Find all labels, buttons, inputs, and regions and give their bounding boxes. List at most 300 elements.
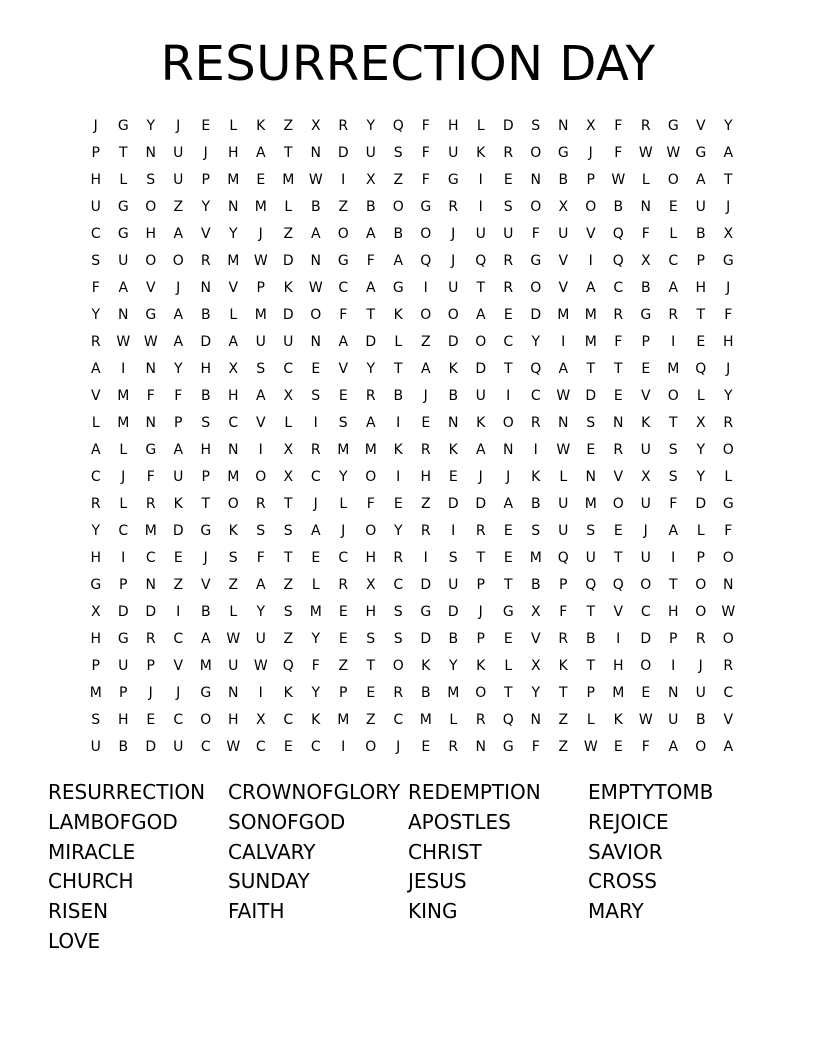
- grid-cell[interactable]: S: [256, 361, 266, 377]
- grid-cell[interactable]: R: [503, 280, 514, 296]
- grid-cell[interactable]: N: [613, 415, 624, 431]
- grid-cell[interactable]: I: [478, 199, 483, 215]
- grid-cell[interactable]: I: [121, 550, 126, 566]
- grid-cell[interactable]: R: [475, 712, 486, 728]
- grid-cell[interactable]: M: [447, 685, 460, 701]
- grid-cell[interactable]: A: [200, 631, 211, 647]
- grid-cell[interactable]: R: [448, 739, 459, 755]
- grid-cell[interactable]: V: [173, 658, 184, 674]
- grid-cell[interactable]: S: [668, 442, 678, 458]
- grid-cell[interactable]: N: [668, 685, 679, 701]
- grid-cell[interactable]: S: [228, 550, 238, 566]
- grid-cell[interactable]: N: [310, 334, 321, 350]
- grid-cell[interactable]: D: [585, 388, 597, 404]
- grid-cell[interactable]: O: [420, 307, 432, 323]
- grid-cell[interactable]: P: [91, 145, 100, 161]
- grid-cell[interactable]: S: [91, 712, 101, 728]
- grid-cell[interactable]: X: [283, 469, 294, 485]
- grid-cell[interactable]: Q: [475, 253, 487, 269]
- grid-cell[interactable]: A: [255, 577, 266, 593]
- grid-cell[interactable]: T: [586, 604, 596, 620]
- grid-cell[interactable]: R: [310, 442, 321, 458]
- grid-cell[interactable]: H: [117, 712, 129, 728]
- grid-cell[interactable]: A: [723, 739, 734, 755]
- grid-cell[interactable]: B: [393, 226, 404, 242]
- grid-cell[interactable]: L: [119, 442, 128, 458]
- grid-cell[interactable]: W: [556, 442, 571, 458]
- grid-cell[interactable]: S: [256, 523, 266, 539]
- grid-cell[interactable]: O: [502, 415, 514, 431]
- grid-cell[interactable]: U: [448, 145, 459, 161]
- grid-cell[interactable]: I: [121, 361, 126, 377]
- grid-cell[interactable]: O: [172, 253, 184, 269]
- grid-cell[interactable]: E: [311, 550, 321, 566]
- grid-cell[interactable]: N: [145, 361, 156, 377]
- grid-cell[interactable]: W: [143, 334, 158, 350]
- grid-cell[interactable]: P: [339, 685, 348, 701]
- grid-cell[interactable]: U: [255, 631, 266, 647]
- grid-cell[interactable]: X: [640, 469, 651, 485]
- grid-cell[interactable]: M: [254, 199, 267, 215]
- grid-cell[interactable]: E: [311, 361, 321, 377]
- grid-cell[interactable]: V: [228, 280, 239, 296]
- grid-cell[interactable]: S: [668, 469, 678, 485]
- grid-cell[interactable]: J: [451, 253, 456, 269]
- grid-cell[interactable]: Y: [146, 118, 156, 134]
- grid-cell[interactable]: D: [475, 496, 487, 512]
- grid-cell[interactable]: J: [176, 685, 181, 701]
- grid-cell[interactable]: K: [393, 442, 403, 458]
- grid-cell[interactable]: N: [118, 307, 129, 323]
- grid-cell[interactable]: I: [451, 523, 456, 539]
- grid-cell[interactable]: U: [173, 145, 184, 161]
- grid-cell[interactable]: T: [283, 550, 293, 566]
- grid-cell[interactable]: P: [696, 253, 705, 269]
- grid-cell[interactable]: W: [226, 631, 241, 647]
- grid-cell[interactable]: H: [365, 604, 377, 620]
- grid-cell[interactable]: S: [586, 415, 596, 431]
- grid-cell[interactable]: K: [448, 361, 458, 377]
- grid-cell[interactable]: A: [90, 361, 101, 377]
- grid-cell[interactable]: V: [613, 469, 624, 485]
- grid-cell[interactable]: N: [310, 253, 321, 269]
- grid-cell[interactable]: L: [284, 199, 293, 215]
- grid-cell[interactable]: X: [640, 253, 651, 269]
- grid-cell[interactable]: N: [145, 415, 156, 431]
- grid-cell[interactable]: I: [258, 685, 263, 701]
- grid-cell[interactable]: N: [558, 415, 569, 431]
- grid-cell[interactable]: O: [392, 199, 404, 215]
- grid-cell[interactable]: J: [341, 523, 346, 539]
- grid-cell[interactable]: D: [420, 577, 432, 593]
- grid-cell[interactable]: Q: [612, 253, 624, 269]
- grid-cell[interactable]: Z: [283, 226, 294, 242]
- grid-cell[interactable]: R: [558, 631, 569, 647]
- grid-cell[interactable]: D: [172, 523, 184, 539]
- grid-cell[interactable]: A: [420, 361, 431, 377]
- grid-cell[interactable]: B: [695, 712, 706, 728]
- grid-cell[interactable]: C: [640, 604, 651, 620]
- grid-cell[interactable]: C: [173, 712, 184, 728]
- grid-cell[interactable]: Q: [585, 577, 597, 593]
- grid-cell[interactable]: E: [201, 118, 211, 134]
- grid-cell[interactable]: C: [393, 577, 404, 593]
- grid-cell[interactable]: J: [176, 280, 181, 296]
- grid-cell[interactable]: I: [588, 253, 593, 269]
- grid-cell[interactable]: E: [613, 388, 623, 404]
- grid-cell[interactable]: O: [530, 199, 542, 215]
- grid-cell[interactable]: W: [556, 388, 571, 404]
- grid-cell[interactable]: K: [421, 658, 431, 674]
- grid-cell[interactable]: B: [640, 280, 651, 296]
- grid-cell[interactable]: D: [282, 253, 294, 269]
- grid-cell[interactable]: J: [203, 145, 208, 161]
- grid-cell[interactable]: R: [503, 253, 514, 269]
- grid-cell[interactable]: Q: [282, 658, 294, 674]
- grid-cell[interactable]: L: [284, 415, 293, 431]
- grid-cell[interactable]: E: [448, 469, 458, 485]
- grid-cell[interactable]: N: [228, 199, 239, 215]
- grid-cell[interactable]: G: [667, 118, 679, 134]
- grid-cell[interactable]: T: [558, 685, 568, 701]
- grid-cell[interactable]: U: [448, 280, 459, 296]
- grid-cell[interactable]: C: [338, 280, 349, 296]
- grid-cell[interactable]: I: [533, 442, 538, 458]
- grid-cell[interactable]: R: [393, 550, 404, 566]
- grid-cell[interactable]: A: [365, 415, 376, 431]
- grid-cell[interactable]: N: [558, 118, 569, 134]
- grid-cell[interactable]: Y: [338, 469, 348, 485]
- grid-cell[interactable]: I: [396, 415, 401, 431]
- grid-cell[interactable]: F: [256, 550, 265, 566]
- grid-cell[interactable]: J: [313, 496, 318, 512]
- grid-cell[interactable]: J: [726, 361, 731, 377]
- grid-cell[interactable]: I: [478, 172, 483, 188]
- grid-cell[interactable]: Y: [366, 361, 376, 377]
- grid-cell[interactable]: M: [337, 712, 350, 728]
- grid-cell[interactable]: G: [200, 523, 212, 539]
- grid-cell[interactable]: P: [476, 577, 485, 593]
- grid-cell[interactable]: P: [641, 334, 650, 350]
- grid-cell[interactable]: D: [640, 631, 652, 647]
- grid-cell[interactable]: V: [200, 226, 211, 242]
- grid-cell[interactable]: Z: [338, 658, 349, 674]
- grid-cell[interactable]: S: [393, 145, 403, 161]
- grid-cell[interactable]: N: [503, 442, 514, 458]
- grid-cell[interactable]: C: [228, 415, 239, 431]
- grid-cell[interactable]: F: [641, 739, 650, 755]
- grid-cell[interactable]: F: [559, 604, 568, 620]
- grid-cell[interactable]: Y: [531, 334, 541, 350]
- grid-cell[interactable]: C: [503, 334, 514, 350]
- grid-cell[interactable]: W: [611, 172, 626, 188]
- grid-cell[interactable]: Q: [695, 361, 707, 377]
- grid-cell[interactable]: R: [448, 199, 459, 215]
- grid-cell[interactable]: O: [612, 496, 624, 512]
- grid-cell[interactable]: R: [420, 442, 431, 458]
- grid-cell[interactable]: F: [669, 496, 678, 512]
- grid-cell[interactable]: E: [586, 442, 596, 458]
- grid-cell[interactable]: J: [588, 145, 593, 161]
- grid-cell[interactable]: O: [392, 658, 404, 674]
- grid-cell[interactable]: R: [613, 307, 624, 323]
- grid-cell[interactable]: N: [200, 280, 211, 296]
- grid-cell[interactable]: V: [695, 118, 706, 134]
- grid-cell[interactable]: O: [640, 577, 652, 593]
- grid-cell[interactable]: U: [118, 253, 129, 269]
- grid-cell[interactable]: O: [310, 307, 322, 323]
- grid-cell[interactable]: V: [530, 631, 541, 647]
- grid-cell[interactable]: A: [118, 280, 129, 296]
- grid-cell[interactable]: V: [145, 280, 156, 296]
- grid-cell[interactable]: V: [613, 604, 624, 620]
- grid-cell[interactable]: D: [530, 307, 542, 323]
- grid-cell[interactable]: H: [90, 631, 102, 647]
- grid-cell[interactable]: M: [199, 658, 212, 674]
- grid-cell[interactable]: E: [421, 739, 431, 755]
- grid-cell[interactable]: S: [448, 550, 458, 566]
- grid-cell[interactable]: A: [475, 307, 486, 323]
- grid-cell[interactable]: T: [283, 145, 293, 161]
- grid-cell[interactable]: T: [503, 577, 513, 593]
- grid-cell[interactable]: L: [641, 172, 650, 188]
- grid-cell[interactable]: K: [448, 442, 458, 458]
- grid-cell[interactable]: F: [421, 145, 430, 161]
- grid-cell[interactable]: X: [530, 604, 541, 620]
- grid-cell[interactable]: R: [90, 334, 101, 350]
- grid-cell[interactable]: Z: [228, 577, 239, 593]
- grid-cell[interactable]: I: [423, 550, 428, 566]
- grid-cell[interactable]: A: [310, 523, 321, 539]
- grid-cell[interactable]: E: [173, 550, 183, 566]
- grid-cell[interactable]: D: [475, 361, 487, 377]
- grid-cell[interactable]: G: [420, 604, 432, 620]
- grid-cell[interactable]: J: [258, 226, 263, 242]
- grid-cell[interactable]: P: [669, 631, 678, 647]
- grid-cell[interactable]: P: [174, 415, 183, 431]
- grid-cell[interactable]: E: [393, 496, 403, 512]
- grid-cell[interactable]: O: [365, 523, 377, 539]
- grid-cell[interactable]: G: [420, 199, 432, 215]
- grid-cell[interactable]: C: [530, 388, 541, 404]
- grid-cell[interactable]: G: [117, 226, 129, 242]
- grid-cell[interactable]: G: [145, 442, 157, 458]
- grid-cell[interactable]: V: [640, 388, 651, 404]
- grid-cell[interactable]: C: [723, 685, 734, 701]
- grid-cell[interactable]: X: [558, 199, 569, 215]
- grid-cell[interactable]: L: [91, 415, 100, 431]
- grid-cell[interactable]: K: [476, 415, 486, 431]
- grid-cell[interactable]: P: [201, 469, 210, 485]
- grid-cell[interactable]: C: [613, 280, 624, 296]
- grid-cell[interactable]: K: [476, 145, 486, 161]
- grid-cell[interactable]: B: [558, 172, 569, 188]
- grid-cell[interactable]: U: [558, 226, 569, 242]
- grid-cell[interactable]: T: [366, 658, 376, 674]
- grid-cell[interactable]: M: [227, 253, 240, 269]
- grid-cell[interactable]: F: [339, 307, 348, 323]
- grid-cell[interactable]: R: [365, 388, 376, 404]
- grid-cell[interactable]: E: [366, 685, 376, 701]
- grid-cell[interactable]: E: [503, 631, 513, 647]
- grid-cell[interactable]: H: [145, 226, 157, 242]
- grid-cell[interactable]: O: [420, 226, 432, 242]
- grid-cell[interactable]: H: [695, 280, 707, 296]
- grid-cell[interactable]: G: [722, 496, 734, 512]
- grid-cell[interactable]: U: [558, 496, 569, 512]
- grid-cell[interactable]: B: [448, 388, 459, 404]
- grid-cell[interactable]: U: [558, 523, 569, 539]
- grid-cell[interactable]: L: [119, 172, 128, 188]
- grid-cell[interactable]: G: [200, 685, 212, 701]
- grid-cell[interactable]: C: [118, 523, 129, 539]
- grid-cell[interactable]: U: [695, 685, 706, 701]
- grid-cell[interactable]: A: [310, 226, 321, 242]
- grid-cell[interactable]: O: [722, 442, 734, 458]
- grid-cell[interactable]: Y: [723, 388, 733, 404]
- grid-cell[interactable]: W: [583, 739, 598, 755]
- grid-cell[interactable]: Y: [201, 199, 211, 215]
- grid-cell[interactable]: Y: [311, 685, 321, 701]
- grid-cell[interactable]: K: [283, 280, 293, 296]
- grid-cell[interactable]: K: [641, 415, 651, 431]
- grid-cell[interactable]: A: [255, 388, 266, 404]
- grid-cell[interactable]: F: [614, 145, 623, 161]
- grid-cell[interactable]: M: [584, 334, 597, 350]
- grid-cell[interactable]: N: [145, 145, 156, 161]
- grid-cell[interactable]: D: [337, 145, 349, 161]
- grid-cell[interactable]: O: [227, 496, 239, 512]
- grid-cell[interactable]: V: [585, 226, 596, 242]
- grid-cell[interactable]: E: [613, 739, 623, 755]
- grid-cell[interactable]: X: [283, 442, 294, 458]
- grid-cell[interactable]: D: [365, 334, 377, 350]
- grid-cell[interactable]: J: [726, 199, 731, 215]
- grid-cell[interactable]: O: [722, 550, 734, 566]
- grid-cell[interactable]: K: [558, 658, 568, 674]
- grid-cell[interactable]: F: [311, 658, 320, 674]
- grid-cell[interactable]: O: [530, 280, 542, 296]
- grid-cell[interactable]: H: [200, 361, 212, 377]
- grid-cell[interactable]: L: [229, 604, 238, 620]
- grid-cell[interactable]: A: [558, 361, 569, 377]
- grid-cell[interactable]: B: [613, 199, 624, 215]
- grid-cell[interactable]: S: [393, 604, 403, 620]
- grid-cell[interactable]: G: [117, 199, 129, 215]
- grid-cell[interactable]: U: [283, 334, 294, 350]
- grid-cell[interactable]: C: [173, 631, 184, 647]
- grid-cell[interactable]: L: [476, 118, 485, 134]
- grid-cell[interactable]: U: [255, 334, 266, 350]
- grid-cell[interactable]: Y: [393, 523, 403, 539]
- grid-cell[interactable]: G: [117, 631, 129, 647]
- grid-cell[interactable]: U: [90, 199, 101, 215]
- grid-cell[interactable]: A: [585, 280, 596, 296]
- grid-cell[interactable]: J: [203, 550, 208, 566]
- grid-cell[interactable]: U: [173, 739, 184, 755]
- grid-cell[interactable]: D: [695, 496, 707, 512]
- grid-cell[interactable]: Z: [420, 334, 431, 350]
- grid-cell[interactable]: Y: [228, 226, 238, 242]
- grid-cell[interactable]: O: [200, 712, 212, 728]
- grid-cell[interactable]: B: [393, 388, 404, 404]
- grid-cell[interactable]: X: [530, 658, 541, 674]
- grid-cell[interactable]: G: [640, 307, 652, 323]
- grid-cell[interactable]: C: [255, 739, 266, 755]
- grid-cell[interactable]: H: [667, 604, 679, 620]
- grid-cell[interactable]: F: [421, 118, 430, 134]
- grid-cell[interactable]: R: [640, 118, 651, 134]
- grid-cell[interactable]: N: [585, 469, 596, 485]
- grid-cell[interactable]: A: [365, 226, 376, 242]
- grid-cell[interactable]: L: [559, 469, 568, 485]
- grid-cell[interactable]: X: [365, 577, 376, 593]
- grid-cell[interactable]: U: [475, 388, 486, 404]
- grid-cell[interactable]: N: [228, 442, 239, 458]
- grid-cell[interactable]: K: [283, 685, 293, 701]
- grid-cell[interactable]: J: [698, 658, 703, 674]
- grid-cell[interactable]: D: [200, 334, 212, 350]
- grid-cell[interactable]: A: [475, 442, 486, 458]
- grid-cell[interactable]: L: [504, 658, 513, 674]
- grid-cell[interactable]: A: [503, 496, 514, 512]
- grid-cell[interactable]: L: [229, 307, 238, 323]
- grid-cell[interactable]: H: [365, 550, 377, 566]
- grid-cell[interactable]: D: [282, 307, 294, 323]
- grid-cell[interactable]: X: [723, 226, 734, 242]
- grid-cell[interactable]: H: [722, 334, 734, 350]
- grid-cell[interactable]: S: [531, 523, 541, 539]
- grid-cell[interactable]: N: [448, 415, 459, 431]
- grid-cell[interactable]: E: [613, 523, 623, 539]
- grid-cell[interactable]: J: [506, 469, 511, 485]
- grid-cell[interactable]: N: [310, 145, 321, 161]
- grid-cell[interactable]: L: [339, 496, 348, 512]
- grid-cell[interactable]: T: [118, 145, 128, 161]
- grid-cell[interactable]: F: [174, 388, 183, 404]
- grid-cell[interactable]: O: [640, 658, 652, 674]
- grid-cell[interactable]: A: [90, 442, 101, 458]
- grid-cell[interactable]: Z: [173, 577, 184, 593]
- grid-cell[interactable]: T: [586, 361, 596, 377]
- grid-cell[interactable]: M: [282, 172, 295, 188]
- grid-cell[interactable]: G: [502, 604, 514, 620]
- grid-cell[interactable]: A: [668, 523, 679, 539]
- grid-cell[interactable]: R: [393, 685, 404, 701]
- grid-cell[interactable]: W: [253, 658, 268, 674]
- grid-cell[interactable]: Y: [696, 442, 706, 458]
- grid-cell[interactable]: Y: [696, 469, 706, 485]
- grid-cell[interactable]: I: [396, 469, 401, 485]
- grid-cell[interactable]: W: [308, 172, 323, 188]
- grid-cell[interactable]: M: [584, 496, 597, 512]
- grid-cell[interactable]: Q: [502, 712, 514, 728]
- grid-cell[interactable]: F: [421, 172, 430, 188]
- grid-cell[interactable]: Q: [612, 577, 624, 593]
- grid-cell[interactable]: O: [695, 604, 707, 620]
- grid-cell[interactable]: Z: [558, 739, 569, 755]
- grid-cell[interactable]: J: [478, 469, 483, 485]
- grid-cell[interactable]: B: [200, 388, 211, 404]
- grid-cell[interactable]: H: [227, 712, 239, 728]
- grid-cell[interactable]: F: [531, 739, 540, 755]
- grid-cell[interactable]: Z: [365, 712, 376, 728]
- grid-cell[interactable]: M: [419, 712, 432, 728]
- grid-cell[interactable]: T: [366, 307, 376, 323]
- grid-cell[interactable]: L: [449, 712, 458, 728]
- grid-cell[interactable]: N: [640, 199, 651, 215]
- grid-cell[interactable]: O: [475, 334, 487, 350]
